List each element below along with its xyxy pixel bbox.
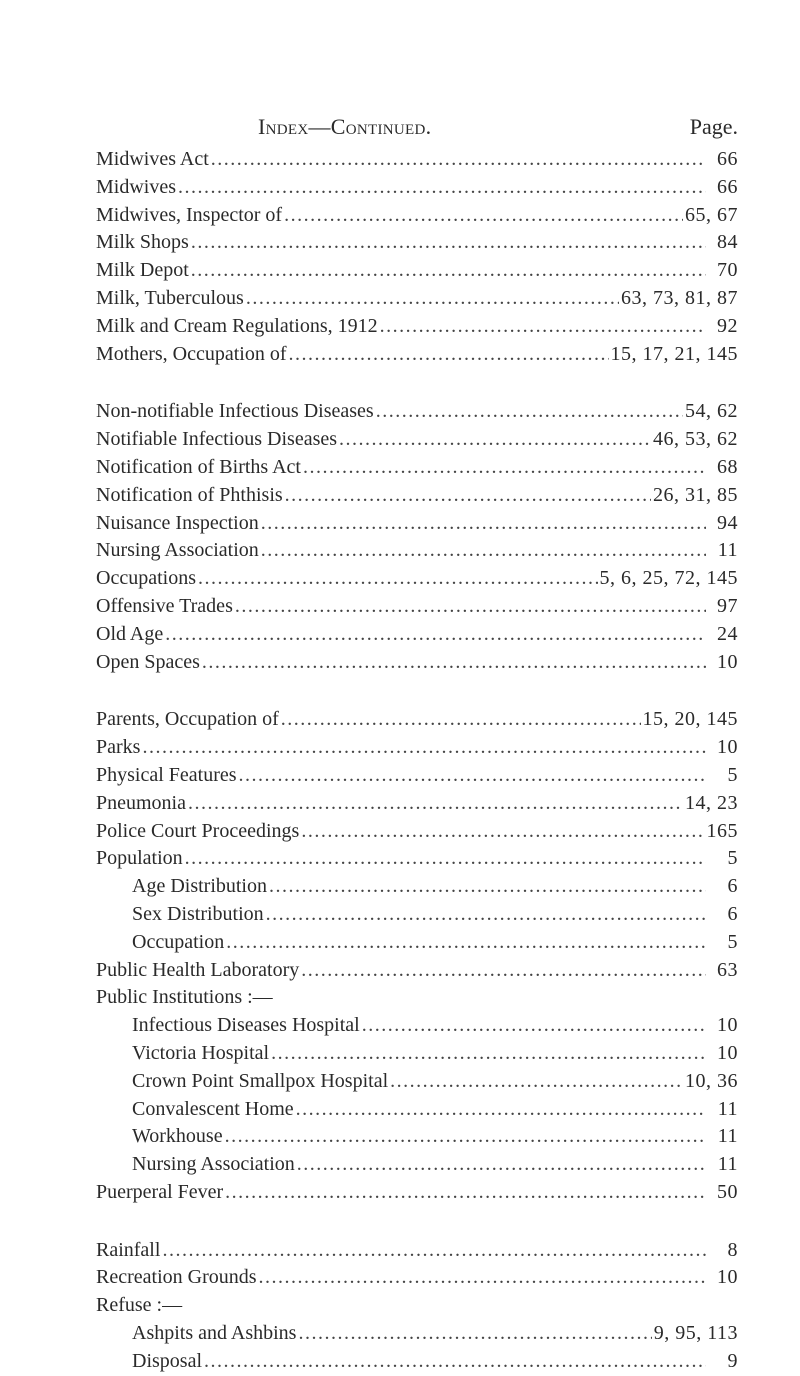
entry-pages: 97	[717, 594, 738, 617]
index-subentry	[96, 1151, 738, 1179]
index-subentry	[96, 1068, 738, 1096]
entry-pages: 11	[717, 539, 738, 562]
index-sections	[96, 146, 738, 1376]
index-entry	[96, 762, 738, 790]
entry-label: Offensive Trades	[96, 594, 233, 617]
entry-pages: 63	[717, 958, 738, 981]
entry-label: Victoria Hospital	[132, 1041, 270, 1064]
entry-label: Nuisance Inspection	[96, 511, 259, 534]
entry-label: Notification of Phthisis	[96, 483, 283, 506]
entry-label: Old Age	[96, 622, 164, 645]
entry-pages: 15, 17, 21, 145	[610, 342, 738, 365]
entry-pages: 11	[717, 1097, 738, 1120]
entry-pages: 5	[727, 847, 738, 870]
entry-label: Notification of Births Act	[96, 455, 301, 478]
entry-label: Occupations	[96, 567, 196, 590]
index-entry	[96, 257, 738, 285]
entry-label: Occupation	[132, 930, 225, 953]
entry-label: Age Distribution	[132, 875, 267, 898]
index-entry	[96, 146, 738, 174]
entry-pages: 10	[717, 736, 738, 759]
entry-label: Milk Depot	[96, 259, 189, 282]
index-header	[96, 114, 738, 146]
index-title: Index—Continued.	[258, 114, 432, 139]
entry-label: Notifiable Infectious Diseases	[96, 428, 338, 451]
dot-leader	[362, 1012, 706, 1040]
entry-pages: 10, 36	[685, 1069, 738, 1092]
entry-label: Sex Distribution	[132, 902, 264, 925]
dot-leader	[289, 341, 609, 369]
dot-leader	[162, 1237, 706, 1265]
dot-leader	[269, 873, 706, 901]
index-entry	[96, 341, 738, 369]
entry-label: Refuse :—	[96, 1294, 183, 1317]
entry-pages: 6	[727, 902, 738, 925]
dot-leader	[261, 510, 706, 538]
index-entry	[96, 593, 738, 621]
dot-leader	[298, 1320, 651, 1348]
index-entry	[96, 1179, 738, 1207]
entry-pages: 10	[717, 1266, 738, 1289]
dot-leader	[284, 202, 683, 230]
entry-label: Midwives	[96, 175, 176, 198]
dot-leader	[261, 537, 706, 565]
dot-leader	[211, 146, 706, 174]
entry-label: Parks	[96, 736, 141, 759]
index-entry	[96, 706, 738, 734]
entry-pages: 92	[717, 314, 738, 337]
entry-label: Workhouse	[132, 1125, 223, 1148]
index-entry	[96, 621, 738, 649]
dot-leader	[285, 482, 651, 510]
index-section	[96, 706, 738, 1206]
entry-label: Physical Features	[96, 763, 237, 786]
entry-pages: 10	[717, 1014, 738, 1037]
index-subentry	[96, 873, 738, 901]
dot-leader	[301, 818, 704, 846]
index-entry	[96, 565, 738, 593]
index-entry	[96, 482, 738, 510]
entry-pages: 66	[717, 148, 738, 170]
entry-pages: 94	[717, 511, 738, 534]
index-entry	[96, 313, 738, 341]
index-entry	[96, 734, 738, 762]
entry-label: Milk Shops	[96, 231, 189, 254]
entry-label: Pneumonia	[96, 791, 186, 814]
index-entry	[96, 426, 738, 454]
entry-pages: 9	[727, 1349, 738, 1372]
dot-leader	[165, 621, 706, 649]
index-entry	[96, 537, 738, 565]
index-section	[96, 146, 738, 368]
index-entry	[96, 285, 738, 313]
dot-leader	[225, 1123, 706, 1151]
dot-leader	[142, 734, 706, 762]
entry-pages: 8	[727, 1238, 738, 1261]
entry-pages: 65, 67	[685, 203, 738, 226]
dot-leader	[202, 649, 706, 677]
entry-pages: 26, 31, 85	[653, 483, 738, 506]
dot-leader	[235, 593, 706, 621]
dot-leader	[380, 313, 706, 341]
entry-label: Ashpits and Ashbins	[132, 1322, 297, 1345]
entry-label: Police Court Proceedings	[96, 819, 300, 842]
entry-pages: 6	[727, 875, 738, 898]
entry-label: Crown Point Smallpox Hospital	[132, 1069, 389, 1092]
index-subentry	[96, 1040, 738, 1068]
dot-leader	[266, 901, 706, 929]
entry-label: Midwives Act	[96, 148, 209, 170]
entry-label: Population	[96, 847, 183, 870]
dot-leader	[191, 257, 706, 285]
index-entry	[96, 818, 738, 846]
dot-leader	[297, 1151, 706, 1179]
dot-leader	[191, 229, 706, 257]
entry-label: Public Health Laboratory	[96, 958, 300, 981]
entry-pages: 46, 53, 62	[653, 428, 738, 451]
index-entry	[96, 510, 738, 538]
index-entry	[96, 649, 738, 677]
index-subentry	[96, 1348, 738, 1376]
entry-pages: 68	[717, 455, 738, 478]
index-section	[96, 1237, 738, 1376]
entry-pages: 10	[717, 650, 738, 673]
page-column-label: Page.	[689, 114, 738, 139]
entry-pages: 15, 20, 145	[642, 708, 738, 731]
entry-pages: 66	[717, 175, 738, 198]
index-subentry	[96, 929, 738, 957]
entry-pages: 14, 23	[685, 791, 738, 814]
entry-pages: 11	[717, 1153, 738, 1176]
entry-label: Milk, Tuberculous	[96, 286, 244, 309]
dot-leader	[226, 929, 706, 957]
dot-leader	[376, 398, 683, 426]
entry-pages: 5	[727, 930, 738, 953]
entry-pages: 5	[727, 763, 738, 786]
entry-pages: 10	[717, 1041, 738, 1064]
index-entry	[96, 202, 738, 230]
index-entry	[96, 845, 738, 873]
index-entry	[96, 957, 738, 985]
entry-label: Public Institutions :—	[96, 986, 273, 1009]
dot-leader	[239, 762, 706, 790]
dot-leader	[271, 1040, 706, 1068]
dot-leader	[390, 1068, 683, 1096]
dot-leader	[198, 565, 598, 593]
dot-leader	[178, 174, 706, 202]
index-entry	[96, 790, 738, 818]
entry-label: Milk and Cream Regulations, 1912	[96, 314, 378, 337]
entry-label: Recreation Grounds	[96, 1266, 257, 1289]
index-section	[96, 398, 738, 676]
entry-label: Parents, Occupation of	[96, 708, 279, 731]
index-entry	[96, 174, 738, 202]
index-entry	[96, 1264, 738, 1292]
entry-pages: 24	[717, 622, 738, 645]
dot-leader	[301, 957, 706, 985]
entry-pages: 63, 73, 81, 87	[621, 286, 738, 309]
entry-label: Open Spaces	[96, 650, 200, 673]
index-entry	[96, 1237, 738, 1265]
dot-leader	[188, 790, 683, 818]
entry-pages: 9, 95, 113	[653, 1322, 738, 1345]
index-entry	[96, 229, 738, 257]
dot-leader	[259, 1264, 706, 1292]
entry-label: Rainfall	[96, 1238, 161, 1261]
index-entry	[96, 1292, 738, 1320]
entry-label: Infectious Diseases Hospital	[132, 1014, 360, 1037]
entry-label: Disposal	[132, 1349, 202, 1372]
index-entry	[96, 984, 738, 1012]
dot-leader	[204, 1348, 706, 1376]
index-subentry	[96, 1012, 738, 1040]
entry-label: Puerperal Fever	[96, 1180, 224, 1203]
entry-label: Midwives, Inspector of	[96, 203, 283, 226]
dot-leader	[339, 426, 651, 454]
entry-pages: 165	[706, 819, 738, 842]
entry-pages: 50	[717, 1180, 738, 1203]
index-subentry	[96, 1123, 738, 1151]
entry-pages: 5, 6, 25, 72, 145	[599, 567, 738, 590]
dot-leader	[296, 1096, 706, 1124]
entry-pages: 11	[717, 1125, 738, 1148]
entry-label: Non-notifiable Infectious Diseases	[96, 400, 374, 423]
entry-label: Nursing Association	[132, 1153, 295, 1176]
index-subentry	[96, 1320, 738, 1348]
index-entry	[96, 398, 738, 426]
index-subentry	[96, 1096, 738, 1124]
entry-label: Nursing Association	[96, 539, 259, 562]
entry-label: Convalescent Home	[132, 1097, 294, 1120]
dot-leader	[281, 706, 641, 734]
dot-leader	[303, 454, 706, 482]
dot-leader	[246, 285, 619, 313]
dot-leader	[185, 845, 706, 873]
index-entry	[96, 454, 738, 482]
entry-pages: 70	[717, 259, 738, 282]
entry-label: Mothers, Occupation of	[96, 342, 287, 365]
index-page	[96, 114, 738, 1376]
dot-leader	[225, 1179, 706, 1207]
index-subentry	[96, 901, 738, 929]
entry-pages: 84	[717, 231, 738, 254]
entry-pages: 54, 62	[685, 400, 738, 423]
